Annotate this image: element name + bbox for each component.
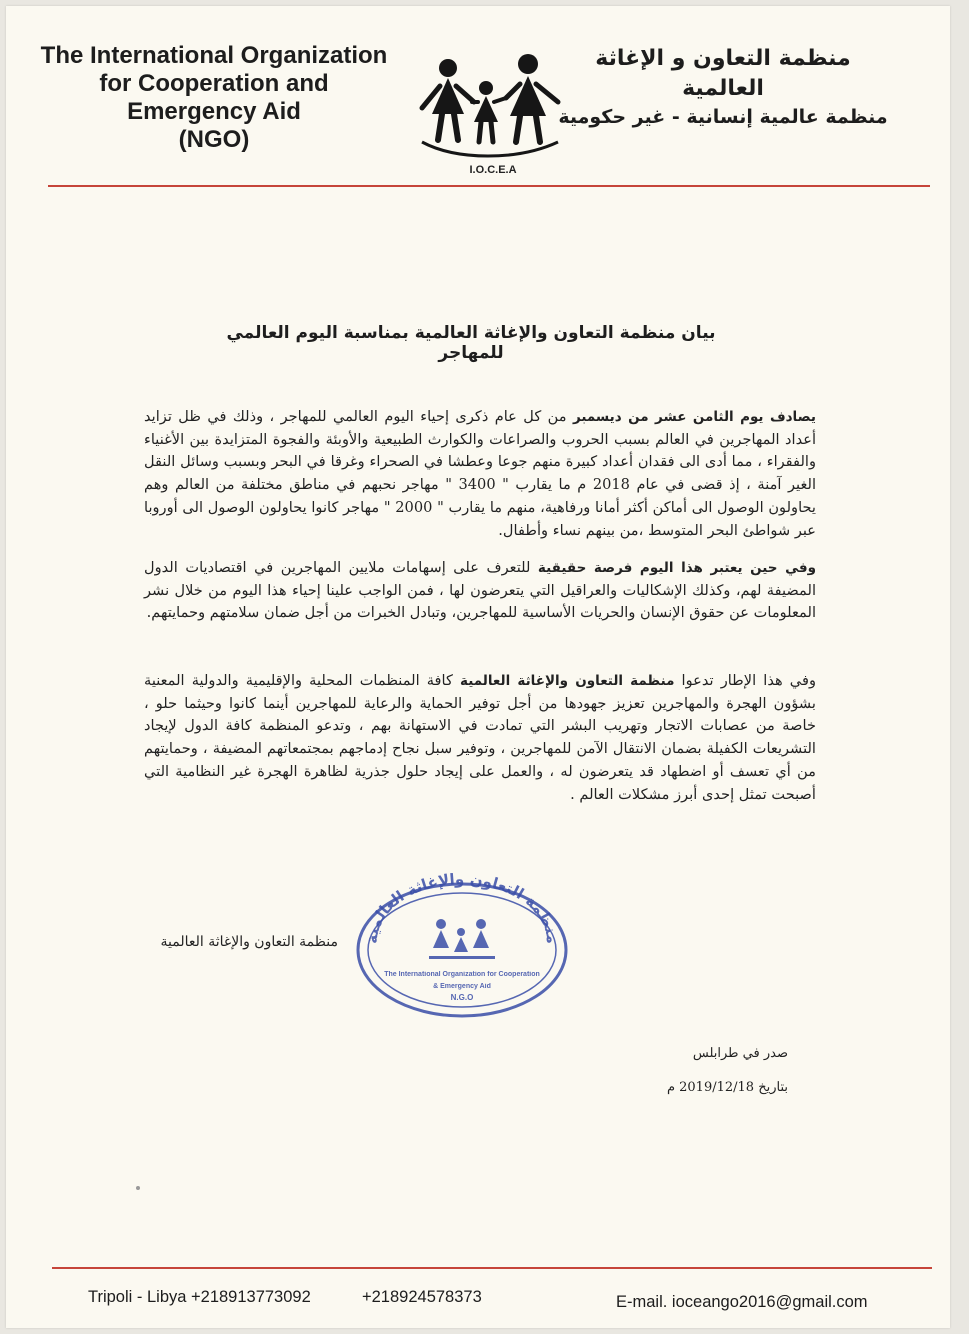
- logo-caption: I.O.C.E.A: [469, 164, 517, 176]
- footer-divider: [52, 1267, 932, 1269]
- body-paragraph-2: [144, 557, 816, 625]
- body-paragraph-1: [144, 406, 816, 542]
- org-name-en-line-3: Emergency Aid: [127, 98, 301, 125]
- stamp-seal-icon: [351, 872, 573, 1022]
- letter-page: [6, 6, 950, 1328]
- footer-phone-2: +218924578373: [362, 1288, 482, 1306]
- family-figures-icon: [408, 52, 573, 170]
- paragraph-1-lead: يصادف يوم الثامن عشر من ديسمبر: [572, 409, 816, 425]
- paragraph-2-text: للتعرف على إسهامات ملايين المهاجرين في اقتصاديات الدول المضيفة لهم، وكذلك الإشكاليات والعراقيل التي يتعرضون لها ، فمن الواجب علينا إحياء هذا اليوم من خلال نشر المعلومات عن حقوق الإنسان والحريات الأساسية للمهاجرين، وتبادل الخبرات من أجل ضمان سلامتهم وحمايتهم.: [144, 559, 816, 622]
- official-stamp: [351, 872, 573, 1022]
- paper-speck: [136, 1186, 140, 1190]
- org-name-english: [20, 42, 408, 154]
- footer-email: E-mail. ioceango2016@gmail.com: [616, 1293, 868, 1311]
- issued-place: صدر في طرابلس: [692, 1046, 788, 1061]
- organization-logo: [408, 52, 573, 182]
- footer-address-phone: Tripoli - Libya +218913773092: [88, 1288, 311, 1306]
- issued-date: بتاريخ 2019/12/18 م: [666, 1080, 788, 1095]
- org-subtitle-ar: منظمة عالمية إنسانية - غير حكومية: [558, 106, 888, 128]
- org-name-en-line-1: The International Organization: [40, 42, 388, 69]
- org-name-arabic: [558, 44, 888, 130]
- org-name-ar: منظمة التعاون و الإغاثة العالمية: [595, 46, 851, 101]
- paragraph-3-text: كافة المنظمات المحلية والإقليمية والدولية المعنية بشؤون الهجرة والمهاجرين تعزيز جهودها من أجل توفير الحماية والرعاية للمهاجرين أينما كانوا وحيثما حلو ، خاصة من عصابات الاتجار وتهريب البشر التي تمادت في الاستهانة بهم ، وتدعو المنظمة كافة الدول لإيجاد التشريعات الكفيلة بضمان الانتقال الآمن للمهاجرين ، وتوفير سبل نجاح إدماجهم بمجتمعاتهم المضيفة ، وحمايتهم من أي تعسف أو اضطهاد قد يتعرضون له ، والعمل على إيجاد حلول جذرية لظاهرة الهجرة غير النظامية التي أصبحت تمثل إحدى أبرز مشكلات العالم .: [144, 672, 816, 803]
- body-paragraph-3: [144, 670, 816, 806]
- stamp-english-text-2: & Emergency Aid: [433, 983, 491, 990]
- stamp-arabic-text: منظمة التعاون والإغاثة العالمية: [362, 872, 562, 945]
- stamp-english-text: The International Organization for Cooperation: [384, 971, 540, 978]
- paragraph-1-text: من كل عام ذكرى إحياء اليوم العالمي للمهاجر ، وذلك في ظل تزايد أعداد المهاجرين في العالم بسبب الحروب والصراعات والكوارث الطبيعية والأوبئة والفجوة المتزايدة بين الأغنياء والفقراء ، مما أدى الى فقدان أعداد كبيرة منهم جوعا وعطشا في الصحراء وغرقا في البحر وبسبب وسائل النقل الغير آمنة ، إذ قضى في عام 2018 م ما يقارب " 3400 " مهاجر نحبهم في مناطق مختلفة من العالم وهم يحاولون الوصول الى أماكن أكثر أمانا ورفاهية، منهم ما يقارب " 2000 " مهاجر كانوا يحاولون الوصول الى أوروبا عبر شواطئ البحر المتوسط ،من بينهم نساء وأطفال.: [144, 408, 816, 539]
- statement-title: بيان منظمة التعاون والإغاثة العالمية بمناسبة اليوم العالمي للمهاجر: [226, 323, 716, 363]
- signature-org-name: منظمة التعاون والإغاثة العالمية: [160, 934, 338, 950]
- paragraph-2-lead: وفي حين يعتبر هذا اليوم فرصة حقيقية: [537, 560, 816, 576]
- paragraph-3-lead: منظمة التعاون والإغاثة العالمية: [460, 673, 675, 689]
- org-name-en-line-4: (NGO): [178, 126, 250, 153]
- header-divider: [48, 185, 930, 187]
- paragraph-3-pre: وفي هذا الإطار تدعوا: [674, 672, 816, 689]
- org-name-en-line-2: for Cooperation and: [99, 70, 329, 97]
- stamp-ngo-text: N.G.O: [450, 993, 474, 1002]
